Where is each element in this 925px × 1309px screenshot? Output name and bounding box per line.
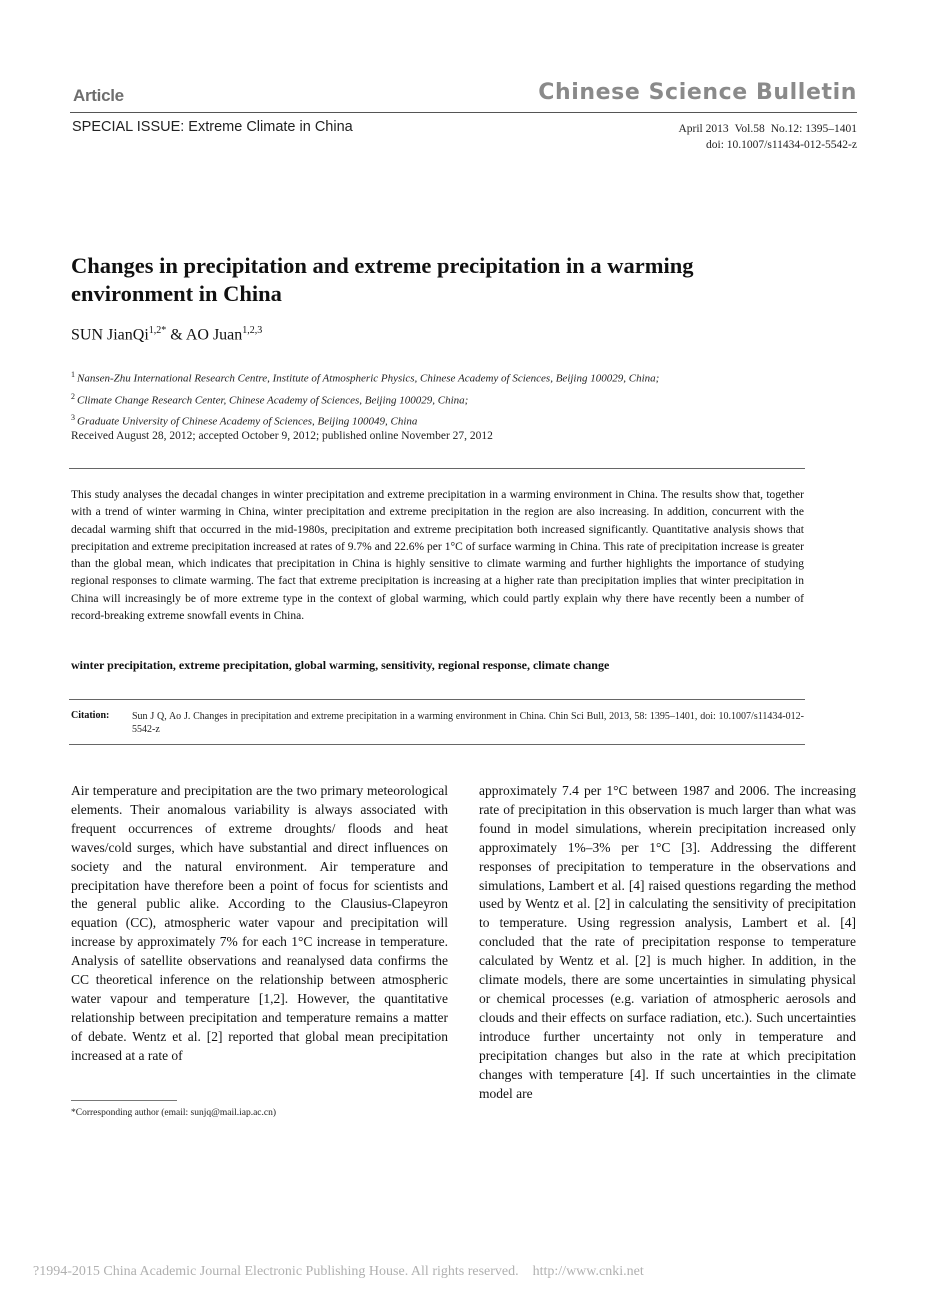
affiliations <box>71 366 659 431</box>
author-affiliation-marker: 1,2,3 <box>242 325 263 336</box>
doi: doi: 10.1007/s11434-012-5542-z <box>706 139 857 151</box>
body-column-right: approximately 7.4 per 1°C between 1987 and 2006. The increasing rate of precipitation in this observation is much larger than what was found in model simulations, wherein precipitation increased only approximately 1%–3% per 1°C [3]. Addressing the different responses of precipitation to temperature in the observations and simulations, Lambert et al. [4] raised questions regarding the method used by Wentz et al. [2] in calculating the sensitivity of precipitation to temperature. Using regression analysis, Lambert et al. [4] concluded that the rate of precipitation response to temperature calculated by Wentz et al. [2] is much higher. In addition, in the climate models, there are some uncertainties in simulating physical or chemical processes (e.g. variation of atmospheric aerosols and clouds and their effects on surface radiation, etc.). Such uncertainties introduce further uncertainty not only in temperature and precipitation changes but also in the rate at which precipitation changes with temperature [4]. If such uncertainties in the climate model are <box>479 783 856 1101</box>
affiliation-line <box>71 366 659 388</box>
affiliation-line <box>71 388 659 410</box>
keywords: winter precipitation, extreme precipitation, global warming, sensitivity, regional response, climate change <box>71 658 610 672</box>
special-issue-label: SPECIAL ISSUE: Extreme Climate in China <box>72 119 353 135</box>
header-divider <box>70 112 857 113</box>
received-dates: Received August 28, 2012; accepted October 9, 2012; published online November 27, 2012 <box>71 430 493 442</box>
copyright-text: ?1994-2015 China Academic Journal Electronic Publishing House. All rights reserved. <box>33 1264 519 1279</box>
affiliation-text: Nansen-Zhu International Research Centre, Institute of Atmospheric Physics, Chinese Academy of Sciences, Beijing 100029, China; <box>77 372 660 385</box>
abstract: This study analyses the decadal changes in winter precipitation and extreme precipitation in a warming environment in China. The results show that, together with a trend of winter warming in China, winter precipitation and extreme precipitation in the region are also increasing. In addition, concurrent with the decadal warming shift that occurred in the mid-1980s, precipitation and extreme precipitation both increased significantly. Quantitative analysis shows that precipitation and extreme precipitation increased at rates of 9.7% and 22.6% per 1°C of surface warming in China. This rate of precipitation increase is greater than the global mean, which indicates that precipitation in China is highly sensitive to climate warming and further highlights the importance of studying regional responses to climate warming. The fact that extreme precipitation is increasing at a higher rate than precipitation implies that winter precipitation in China will increasingly be of more extreme type in the context of global warming, which could partly explain why there have recently been a number of record-breaking extreme snowfall events in China. <box>71 489 804 623</box>
cnki-url: http://www.cnki.net <box>532 1264 644 1279</box>
affiliation-number: 2 <box>71 391 75 401</box>
journal-name: Chinese Science Bulletin <box>538 80 857 105</box>
author-name: SUN JianQi <box>71 326 149 344</box>
author-affiliation-marker: 1,2* <box>148 325 167 336</box>
author-name: AO Juan <box>185 326 243 344</box>
issue-info <box>672 121 857 153</box>
copyright-watermark <box>33 1264 644 1280</box>
citation-bottom-rule <box>69 744 805 745</box>
body-column-left: Air temperature and precipitation are the two primary meteorological elements. Their anomalous variability is always associated with frequent occurrences of extreme droughts/ floods and heat waves/cold surges, which have substantial and direct influences on society and the natural environment. Air temperature and precipitation have therefore been a point of focus for scientists and the general public alike. According to the Clausius-Clapeyron equation (CC), atmospheric water vapour and precipitation will increase by approximately 7% for each 1°C increase in temperature. Analysis of satellite observations and reanalysed data confirms the CC theoretical inference on the relationship between atmospheric water vapour and temperature [1,2]. However, the quantitative relationship between precipitation and temperature remains a matter of debate. Wentz et al. [2] reported that global mean precipitation increased at a rate of <box>71 783 448 1063</box>
citation-text: Sun J Q, Ao J. Changes in precipitation and extreme precipitation in a warming environment in China. Chin Sci Bull, 2013, 58: 1395–1401, doi: 10.1007/s11434-012-5542-z <box>132 711 804 735</box>
affiliation-text: Climate Change Research Center, Chinese Academy of Sciences, Beijing 100029, China; <box>77 394 469 407</box>
affiliation-text: Graduate University of Chinese Academy of Sciences, Beijing 100049, China <box>77 415 418 428</box>
paper-title <box>71 252 831 308</box>
article-type-label: Article <box>73 86 124 105</box>
author-line <box>71 325 262 344</box>
citation-top-rule <box>69 699 805 700</box>
issue-date: April 2013 <box>678 123 729 135</box>
title-line-1: Changes in precipitation and extreme precipitation in a warming <box>71 253 694 278</box>
issue-number-pages: No.12: 1395–1401 <box>770 123 857 135</box>
issue-volume: Vol.58 <box>734 123 765 135</box>
affiliation-number: 3 <box>71 413 75 423</box>
author-separator: & <box>166 326 186 344</box>
abstract-top-rule <box>69 468 805 469</box>
title-line-2: environment in China <box>71 281 282 306</box>
citation-label: Citation: <box>71 710 110 721</box>
corresponding-author-footnote: *Corresponding author (email: sunjq@mail.iap.ac.cn) <box>71 1108 277 1118</box>
footnote-divider <box>71 1100 177 1101</box>
affiliation-line <box>71 409 659 431</box>
affiliation-number: 1 <box>71 370 75 379</box>
